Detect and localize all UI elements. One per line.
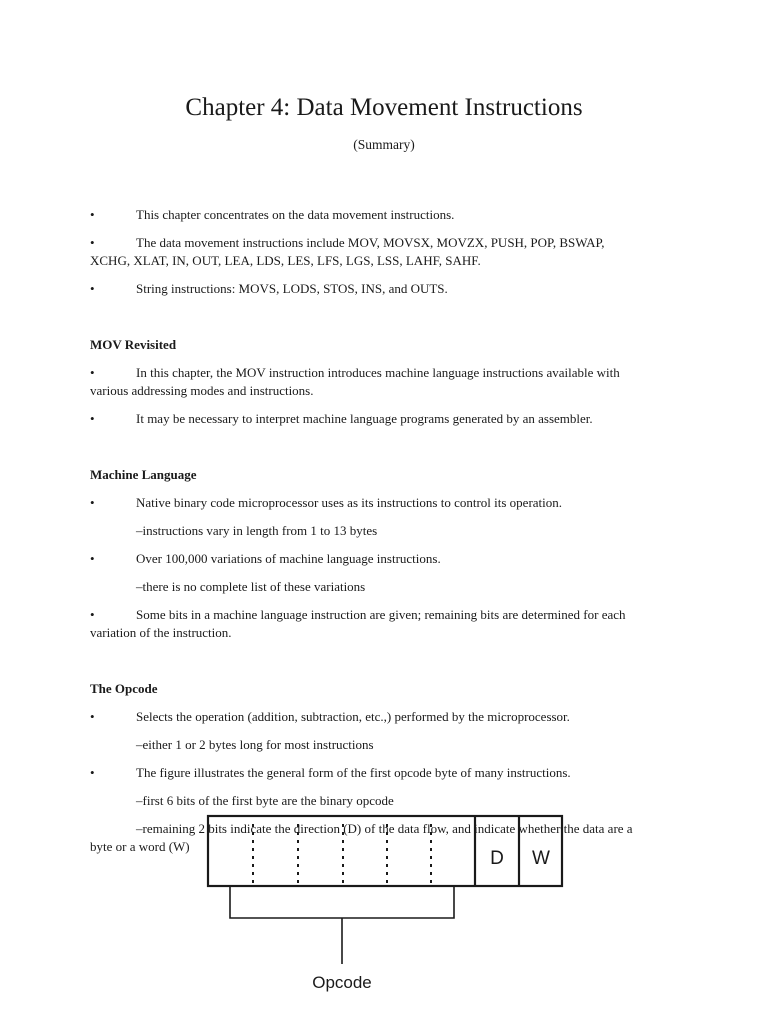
bullet-text: This chapter concentrates on the data movement instructions. — [136, 207, 455, 222]
ml-sub-2: –there is no complete list of these variations — [136, 579, 366, 594]
intro-bullet-1 — [90, 206, 670, 224]
ml-bullet-3 — [90, 606, 670, 624]
intro-bullet-2-continued: XCHG, XLAT, IN, OUT, LEA, LDS, LES, LFS, LGS, LSS, LAHF, SAHF. — [90, 253, 481, 268]
ml-bullet-3-continued: variation of the instruction. — [90, 625, 232, 640]
d-bit-label: D — [490, 848, 504, 869]
bullet-marker: • — [90, 607, 95, 622]
opcode-byte-figure — [204, 812, 566, 996]
bullet-marker: • — [90, 281, 95, 296]
bullet-text: Over 100,000 variations of machine language instructions. — [136, 551, 441, 566]
bullet-marker: • — [90, 765, 95, 780]
mov-bullet-2 — [90, 410, 670, 428]
opcode-sub-3: –remaining 2 bits indicate the direction (D) of the data flow, and indicate whether the data are a — [136, 821, 633, 836]
w-bit-label: W — [532, 848, 550, 869]
bullet-marker: • — [90, 495, 95, 510]
bullet-text: Selects the operation (addition, subtraction, etc.,) performed by the microprocessor. — [136, 709, 570, 724]
bullet-text: The figure illustrates the general form of the first opcode byte of many instructions. — [136, 765, 571, 780]
bullet-marker: • — [90, 207, 95, 222]
page-subtitle: (Summary) — [353, 137, 415, 152]
bullet-marker: • — [90, 709, 95, 724]
ml-bullet-2 — [90, 550, 670, 568]
bullet-text: Native binary code microprocessor uses as its instructions to control its operation. — [136, 495, 563, 510]
figure-background — [204, 812, 566, 996]
bullet-marker: • — [90, 365, 95, 380]
bullet-text: The data movement instructions include MOV, MOVSX, MOVZX, PUSH, POP, BSWAP, — [136, 235, 605, 250]
opcode-bullet-1 — [90, 708, 670, 726]
mov-bullet-1-continued: various addressing modes and instructions. — [90, 383, 314, 398]
opcode-caption: Opcode — [312, 973, 372, 992]
opcode-sub-2: –first 6 bits of the first byte are the binary opcode — [136, 793, 394, 808]
bullet-text: Some bits in a machine language instruction are given; remaining bits are determined for each — [136, 607, 626, 622]
page-title: Chapter 4: Data Movement Instructions — [185, 94, 583, 121]
opcode-sub-3-continued: byte or a word (W) — [90, 839, 190, 854]
bullet-marker: • — [90, 235, 95, 250]
section-heading-opcode: The Opcode — [90, 681, 158, 696]
ml-bullet-1 — [90, 494, 670, 512]
opcode-byte-diagram — [204, 812, 566, 996]
ml-sub-1: –instructions vary in length from 1 to 13 bytes — [136, 523, 378, 538]
bullet-marker: • — [90, 411, 95, 426]
intro-bullet-3 — [90, 280, 670, 298]
bullet-marker: • — [90, 551, 95, 566]
bullet-text: It may be necessary to interpret machine language programs generated by an assembler. — [136, 411, 593, 426]
mov-bullet-1 — [90, 364, 670, 382]
bullet-text: In this chapter, the MOV instruction introduces machine language instructions available with — [136, 365, 620, 380]
section-heading-machine-language: Machine Language — [90, 467, 197, 482]
opcode-bullet-2 — [90, 764, 670, 782]
bullet-text: String instructions: MOVS, LODS, STOS, INS, and OUTS. — [136, 281, 448, 296]
intro-bullet-2 — [90, 234, 670, 252]
opcode-sub-1: –either 1 or 2 bytes long for most instructions — [136, 737, 374, 752]
section-heading-mov-revisited: MOV Revisited — [90, 337, 177, 352]
